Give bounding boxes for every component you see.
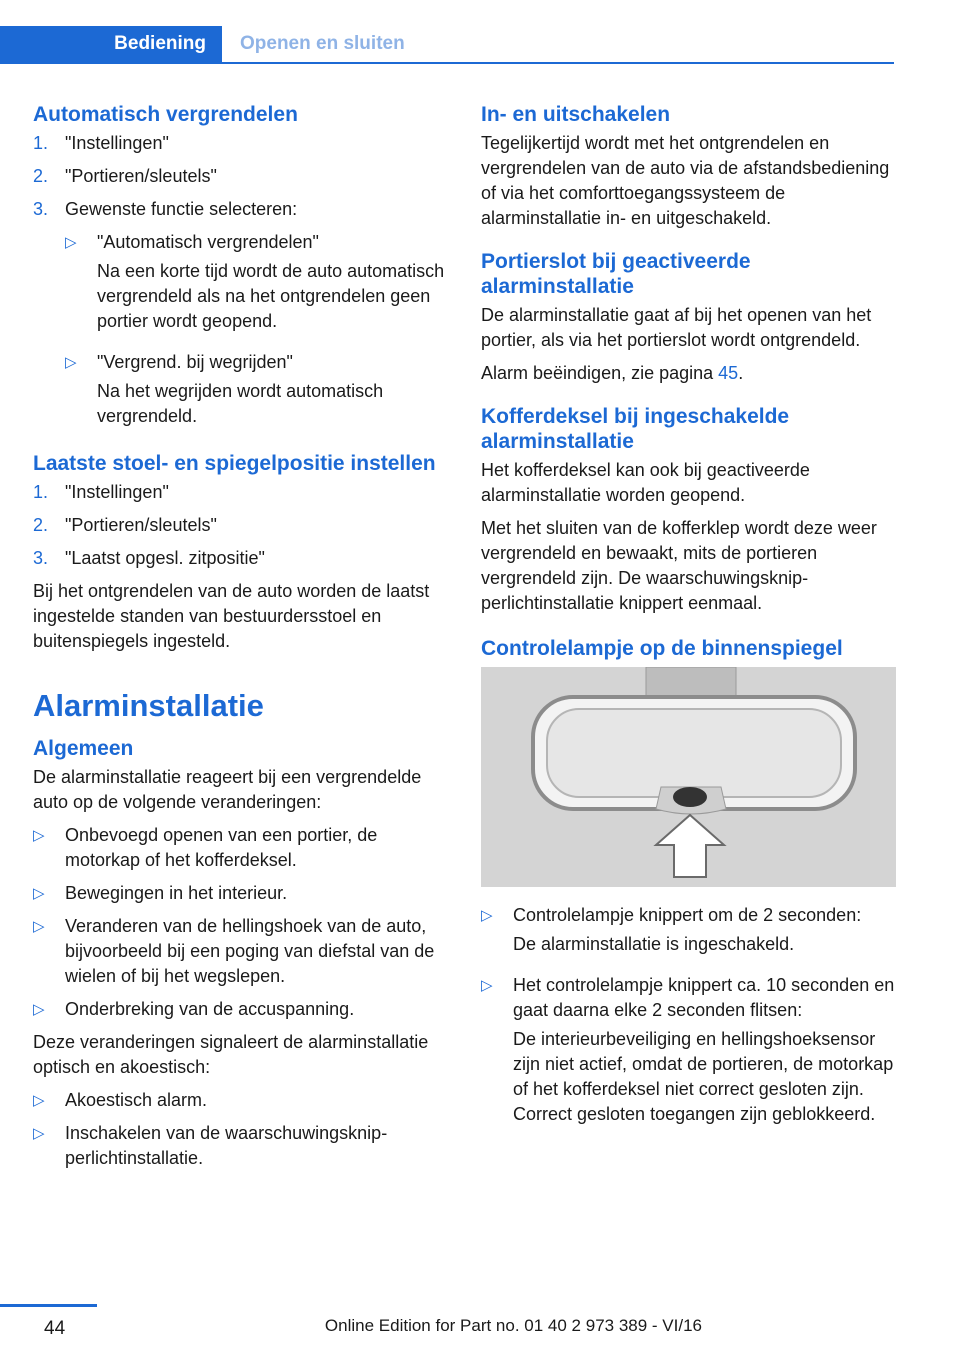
step-3: 3. Gewenste functie selecteren: <box>33 199 298 219</box>
left-column <box>33 102 453 1179</box>
triangle-bullet-icon: ▷ <box>33 1125 45 1142</box>
chapter-title: Alarminstallatie <box>33 688 264 723</box>
step-1: 1. "Instellingen" <box>33 482 169 502</box>
section-title-toggle: In- en uitschakelen <box>481 103 671 126</box>
triangle-bullet-icon: ▷ <box>65 234 77 251</box>
mirror-illustration <box>481 667 896 887</box>
page-link[interactable]: 45 <box>718 363 739 383</box>
section-title-seat: Laatste stoel- en spiegelpositie instellen <box>33 452 436 475</box>
list-item: ▷ Akoestisch alarm. <box>33 1088 453 1113</box>
triangle-bullet-icon: ▷ <box>33 1092 45 1109</box>
step-3: 3. "Laatst opgesl. zitpositie" <box>33 548 265 568</box>
triangle-bullet-icon: ▷ <box>481 907 493 924</box>
trunk-text-2: Met het sluiten van de kofferklep wordt deze weer vergrendeld en bewaakt, mits de portieren vergrendeld zijn. De waarschuwingsknipperlichtinstallatie knippert eenmaal. <box>481 518 877 613</box>
step-2: 2. "Portieren/sleutels" <box>33 515 217 535</box>
edition-text: Online Edition for Part no. 01 40 2 973 389 - VI/16 <box>324 1316 702 1335</box>
section-title-general: Algemeen <box>33 737 134 760</box>
footer-rule <box>0 1304 97 1307</box>
list-item: ▷ Veranderen van de hellingshoek van de auto, bijvoorbeeld bij een poging van diefstal van de wielen of bij het wegslepen. <box>33 914 453 989</box>
triangle-bullet-icon: ▷ <box>33 1001 45 1018</box>
alarm-end-text: Alarm beëindigen, zie pagina 45. <box>481 363 744 383</box>
section-title-door-lock: Portierslot bij geactiveerde alarminstallatie <box>481 250 751 298</box>
option-lock-drive: ▷ "Vergrend. bij wegrijden" Na het wegrijden wordt automatisch vergrendeld. <box>65 350 453 437</box>
seat-text: Bij het ontgrendelen van de auto worden de laatst ingestelde standen van bestuurdersstoel en buitenspiegels ingesteld. <box>33 581 430 651</box>
triangle-bullet-icon: ▷ <box>65 354 77 371</box>
option-auto-lock: ▷ "Automatisch vergrendelen" Na een korte tijd wordt de auto automatisch vergrendeld als na het ontgrendelen geen portier wordt geopend. <box>65 230 453 342</box>
tab-openen-en-sluiten[interactable]: Openen en sluiten <box>240 33 405 54</box>
list-item: ▷ Onbevoegd openen van een portier, de motorkap of het kofferdeksel. <box>33 823 453 873</box>
lamp-item-2: ▷ Het controlelampje knippert ca. 10 seconden en gaat daarna elke 2 seconden flitsen: De interieurbeveiliging en hellingshoeksensor zijn niet actief, omdat de portieren, de motorkap of het kofferdeksel niet correct gesloten zijn. Correct gesloten toegangen zijn geblokkeerd. <box>481 973 896 1135</box>
triangle-bullet-icon: ▷ <box>33 918 45 935</box>
list-item: ▷ Bewegingen in het interieur. <box>33 881 453 906</box>
section-title-auto-lock: Automatisch vergrendelen <box>33 103 298 126</box>
list-item: ▷ Onderbreking van de accuspanning. <box>33 997 453 1022</box>
step-2: 2. "Portieren/sleutels" <box>33 166 217 186</box>
trunk-text-1: Het kofferdeksel kan ook bij geactiveerde alarminstallatie worden geopend. <box>481 460 810 505</box>
triangle-bullet-icon: ▷ <box>33 885 45 902</box>
toggle-text: Tegelijkertijd wordt met het ontgrendelen en vergrendelen van de auto via de afstandsbediening of via het comforttoegangssysteem de alarminstallatie in- en uitgeschakeld. <box>481 133 890 228</box>
right-column <box>481 102 896 1143</box>
page-number: 44 <box>44 1318 66 1339</box>
section-title-lamp: Controlelampje op de binnenspiegel <box>481 637 843 660</box>
tab-bediening[interactable]: Bediening <box>0 26 222 62</box>
door-lock-text: De alarminstallatie gaat af bij het openen van het portier, als via het portierslot wordt ontgrendeld. <box>481 305 872 350</box>
step-1: 1. "Instellingen" <box>33 133 169 153</box>
lamp-item-1: ▷ Controlelampje knippert om de 2 seconden: De alarminstallatie is ingeschakeld. <box>481 903 896 965</box>
section-title-trunk: Kofferdeksel bij ingeschakelde alarminstallatie <box>481 405 790 453</box>
header-tabs <box>0 26 894 64</box>
alarm-intro: De alarminstallatie reageert bij een vergrendelde auto op de volgende veranderingen: <box>33 767 422 812</box>
triangle-bullet-icon: ▷ <box>33 827 45 844</box>
signal-intro: Deze veranderingen signaleert de alarminstallatie optisch en akoestisch: <box>33 1032 429 1077</box>
triangle-bullet-icon: ▷ <box>481 977 493 994</box>
list-item: ▷ Inschakelen van de waarschuwingsknipperlichtinstallatie. <box>33 1121 453 1171</box>
